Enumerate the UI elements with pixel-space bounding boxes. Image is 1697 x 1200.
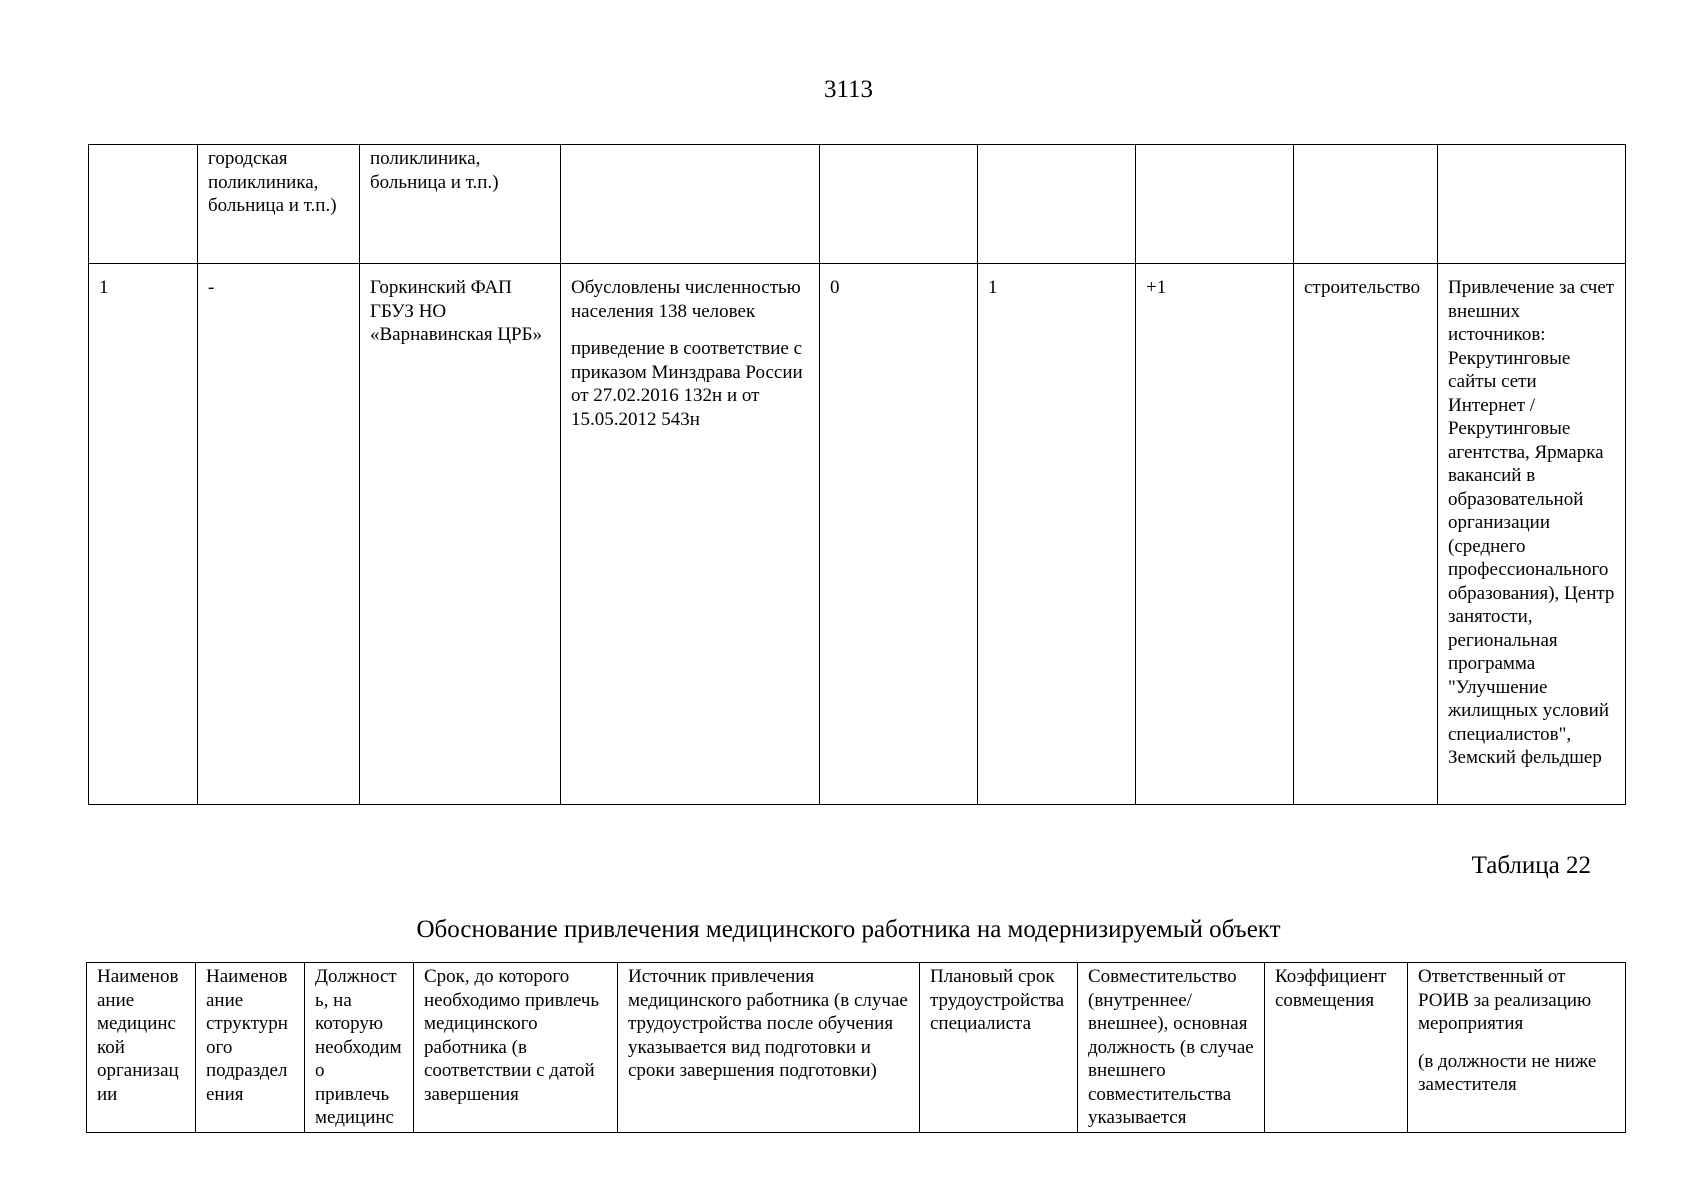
value-before-cell: 0: [820, 264, 978, 805]
column-header: [1408, 963, 1626, 1133]
table-caption: Обоснование привлечения медицинского работника на модернизируемый объект: [416, 916, 1281, 943]
table-cell: [561, 145, 820, 264]
table-cell: поликлиника, больница и т.п.): [360, 145, 561, 264]
column-header-text: Ответственный от РОИВ за реализацию мероприятия: [1418, 966, 1592, 1034]
table-cell: [1294, 145, 1438, 264]
reason-cell: [561, 264, 820, 805]
column-header: Совместительство (внутреннее/внешнее), основная должность (в случае внешнего совместительства указывается: [1078, 963, 1265, 1133]
column-header: Наименование медицинской организации: [87, 963, 196, 1133]
table-header-row: [87, 963, 1626, 1133]
table-label: Таблица 22: [1471, 852, 1591, 879]
table-cell: [89, 145, 198, 264]
object-name-cell: Горкинский ФАП ГБУЗ НО «Варнавинская ЦРБ»: [360, 264, 561, 805]
column-header: Плановый срок трудоустройства специалиста: [920, 963, 1078, 1133]
table-row: [89, 264, 1626, 805]
row-number-cell: 1: [89, 264, 198, 805]
column-header: Коэффициент совмещения: [1265, 963, 1408, 1133]
table-cell: [1136, 145, 1294, 264]
reason-text: Обусловлены численностью населения 138 человек: [571, 277, 801, 322]
attraction-cell: Привлечение за счет внешних источников: Рекрутинговые сайты сети Интернет / Рекрутинговые агентства, Ярмарка вакансий в образовательной организации (среднего профессионального образования), Центр занятости, региональная программа "Улучшение жилищных условий специалистов", Земский фельдшер: [1438, 264, 1626, 805]
column-header: Источник привлечения медицинского работника (в случае трудоустройства после обучения указывается вид подготовки и сроки завершения подготовки): [618, 963, 920, 1133]
column-header: Наименование структурного подразделения: [196, 963, 305, 1133]
table-cell: [820, 145, 978, 264]
value-after-cell: 1: [978, 264, 1136, 805]
page-number: 3113: [823, 76, 874, 103]
table-cell: [1438, 145, 1626, 264]
action-cell: строительство: [1294, 264, 1438, 805]
column-header-text: (в должности не ниже заместителя: [1418, 1050, 1597, 1095]
column-header: Должность, на которую необходимо привлечь медицинс: [305, 963, 414, 1133]
bottom-table: [86, 962, 1626, 1133]
table-row: [89, 145, 1626, 264]
reason-text: приведение в соответствие с приказом Минздрава России от 27.02.2016 132н и от 15.05.2012 543н: [571, 338, 803, 430]
column-header: Срок, до которого необходимо привлечь медицинского работника (в соответствии с датой завершения: [414, 963, 618, 1133]
table-cell: городская поликлиника, больница и т.п.): [198, 145, 360, 264]
table-cell: -: [198, 264, 360, 805]
top-table: [88, 144, 1626, 805]
table-cell: [978, 145, 1136, 264]
value-change-cell: +1: [1136, 264, 1294, 805]
